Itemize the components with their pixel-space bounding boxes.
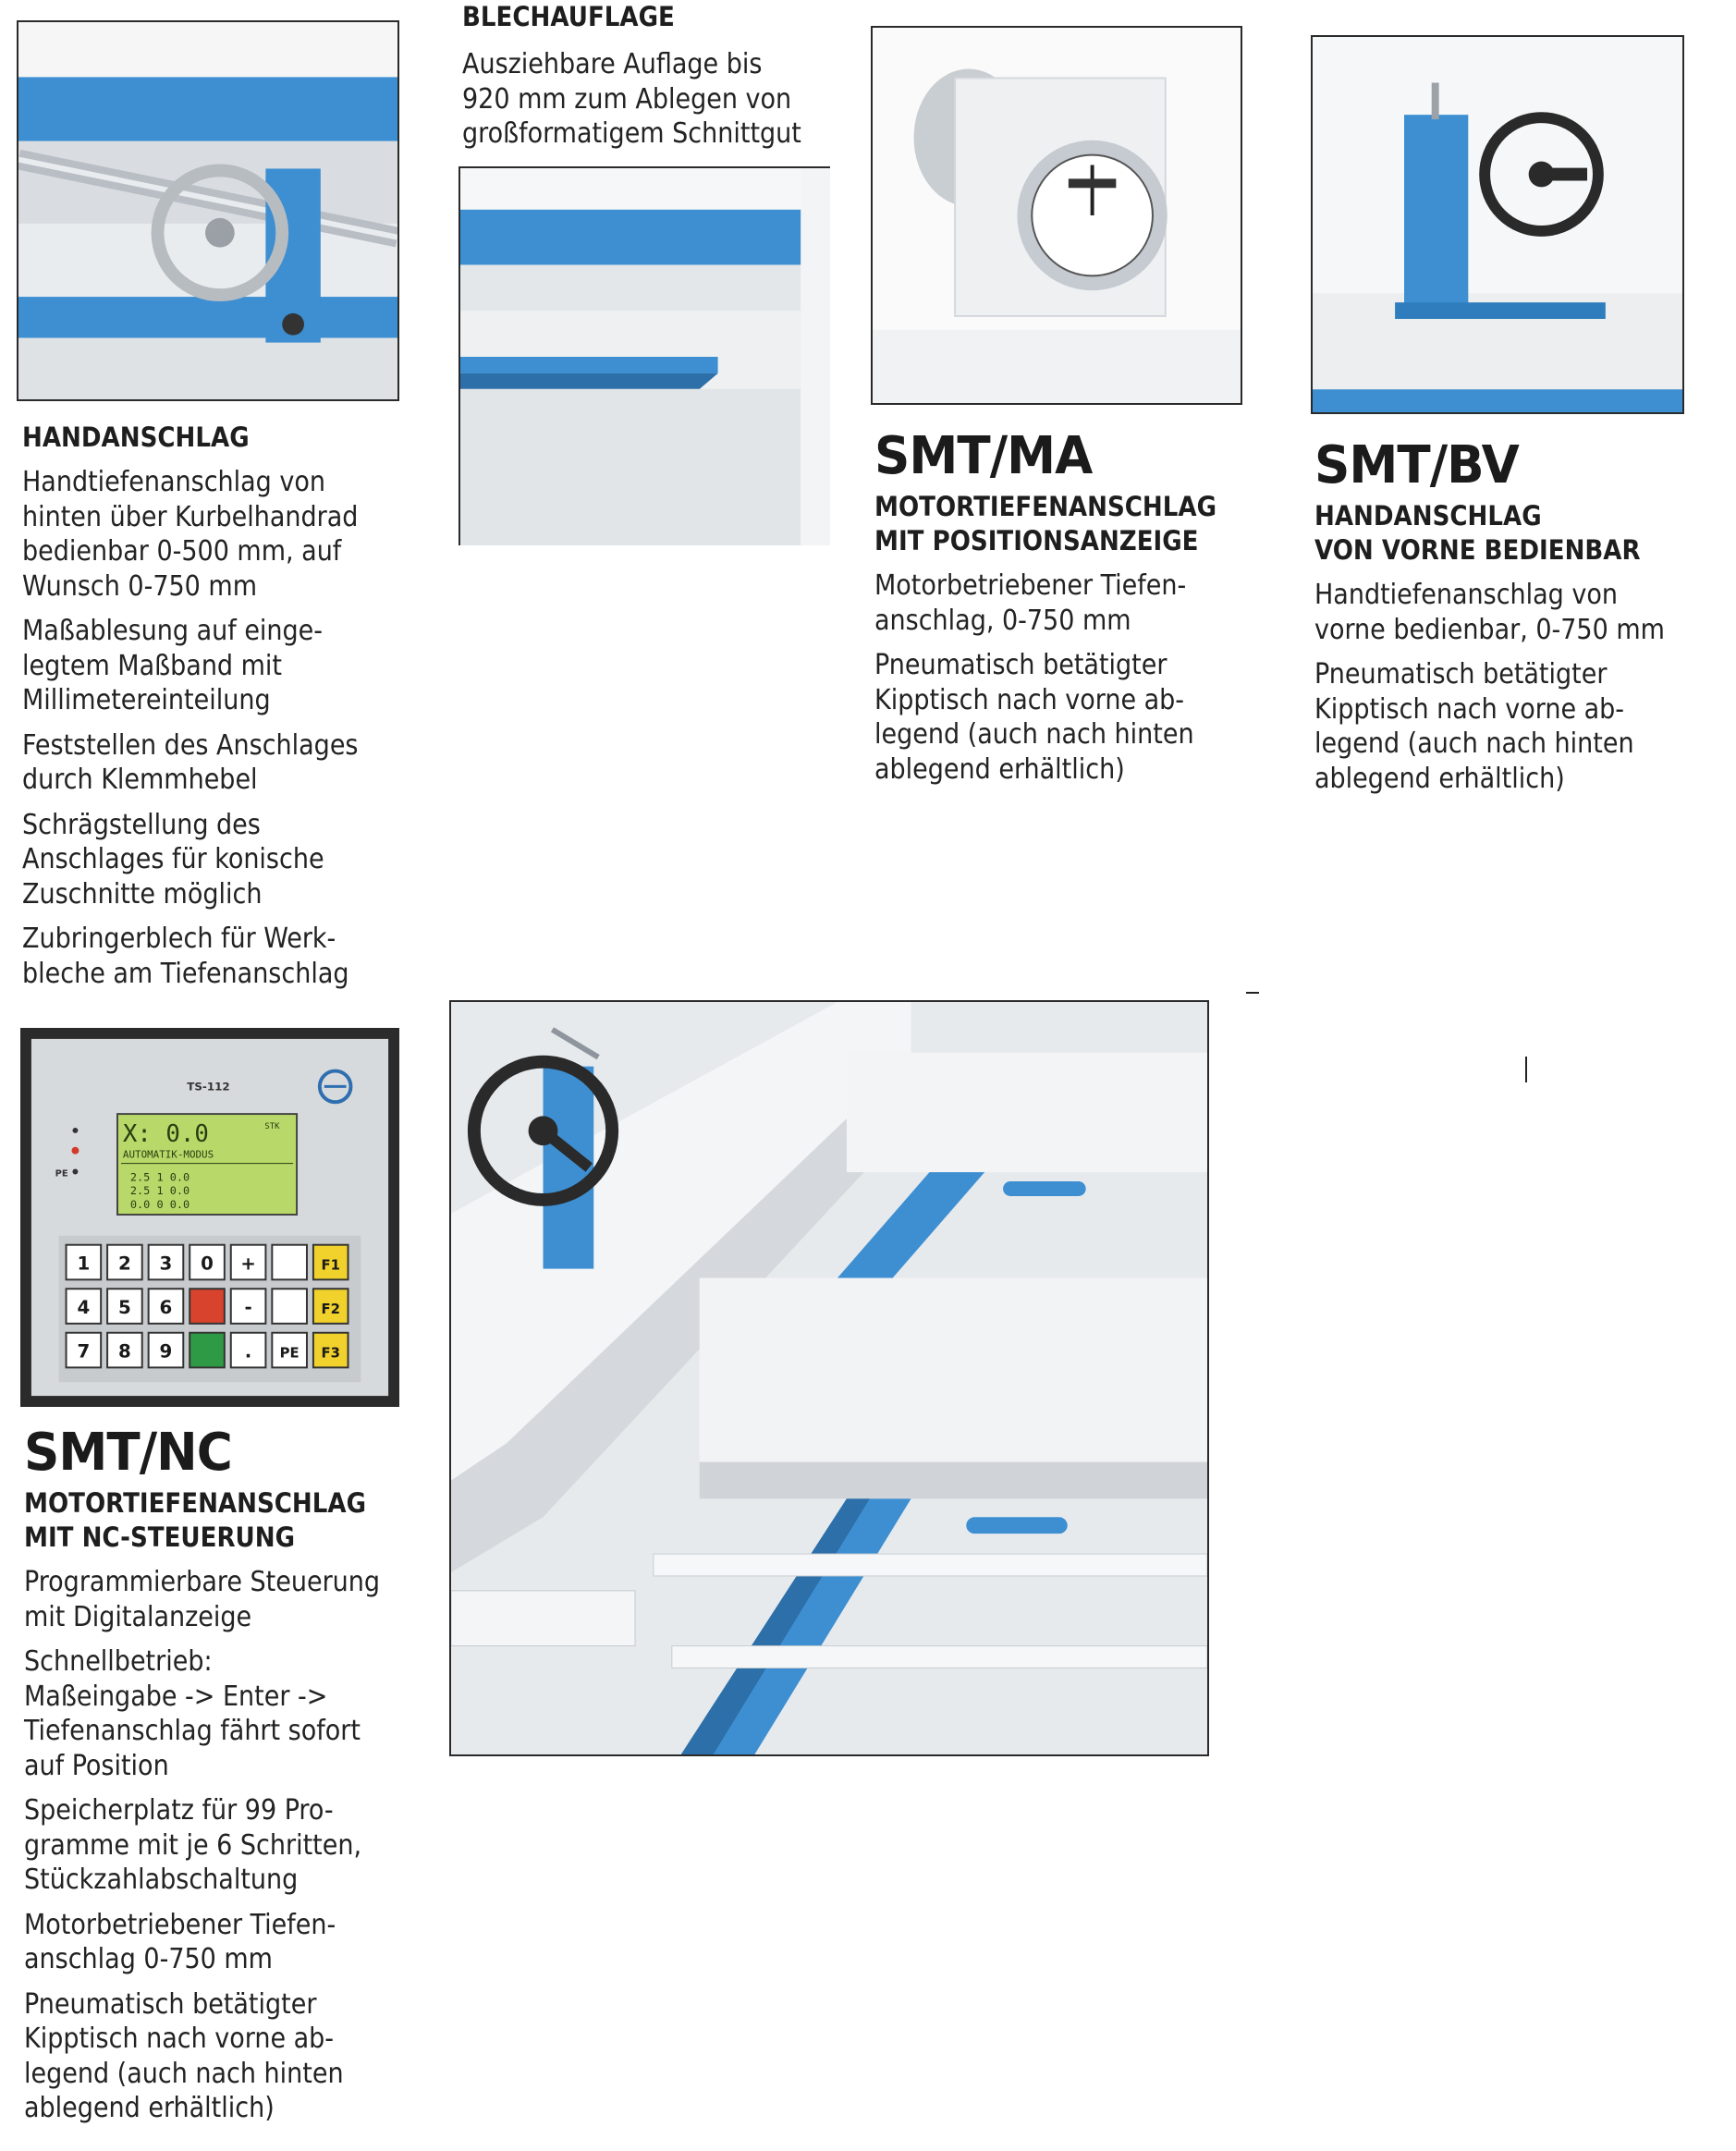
smt-ma-heading-1: MOTORTIEFENANSCHLAG	[874, 491, 1217, 522]
handanschlag-para-1: Handtiefenanschlag von hinten über Kurbelhandrad bedienbar 0-500 mm, auf Wunsch 0-750 mm	[22, 466, 359, 603]
panel-key-label: +	[240, 1253, 256, 1275]
smt-bv-section	[1314, 435, 1703, 796]
smt-bv-model: SMT/BV	[1314, 435, 1519, 495]
panel-display-unit: STK	[264, 1121, 280, 1131]
panel-display-row-2: 2.5 1 0.0	[129, 1184, 190, 1198]
panel-side-label-pe: PE	[55, 1168, 68, 1179]
smt-ma-photo	[871, 26, 1242, 405]
smt-nc-section	[24, 1425, 412, 2126]
blechauflage-para-1: Ausziehbare Auflage bis 920 mm zum Ablegen von großformatigem Schnittgut	[462, 48, 801, 150]
smt-nc-model: SMT/NC	[24, 1423, 232, 1483]
smt-nc-heading-2: MIT NC-STEUERUNG	[24, 1522, 296, 1553]
panel-key	[272, 1245, 307, 1280]
panel-key-label: 7	[77, 1340, 91, 1363]
blechauflage-heading: BLECHAUFLAGE	[462, 1, 675, 32]
smt-ma-para-1: Motorbetriebener Tiefen- anschlag, 0-750 mm	[874, 569, 1187, 637]
panel-key-label: 1	[77, 1253, 91, 1275]
panel-key-label: 6	[159, 1296, 173, 1318]
panel-keypad	[67, 1245, 348, 1368]
smt-bv-para-2: Pneumatisch betätigter Kipptisch nach vorne ab- legend (auch nach hinten ablegend erhältlich)	[1314, 658, 1634, 795]
panel-display-row-1: 2.5 1 0.0	[129, 1170, 190, 1184]
handanschlag-section	[22, 421, 410, 991]
panel-key-label: PE	[279, 1344, 300, 1362]
smt-nc-para-3: Speicherplatz für 99 Pro- gramme mit je 6 Schritten, Stückzahlabschaltung	[24, 1794, 362, 1896]
panel-key-label: F2	[321, 1300, 340, 1317]
panel-key-label: F3	[321, 1344, 340, 1362]
smt-ma-model: SMT/MA	[874, 426, 1093, 486]
handanschlag-photo	[17, 20, 399, 401]
panel-key-label: 4	[77, 1296, 91, 1318]
smt-ma-para-2: Pneumatisch betätigter Kipptisch nach vorne ab- legend (auch nach hinten ablegend erhältlich)	[874, 649, 1194, 786]
panel-key	[189, 1333, 225, 1368]
panel-key	[272, 1289, 307, 1324]
panel-display-mode: AUTOMATIK-MODUS	[122, 1148, 214, 1161]
panel-display-row-3: 0.0 0 0.0	[129, 1198, 190, 1212]
panel-key-label: 5	[118, 1296, 131, 1318]
smt-nc-para-1: Programmierbare Steuerung mit Digitalanzeige	[24, 1566, 381, 1633]
panel-key-label: 8	[118, 1340, 131, 1363]
smt-bv-para-1: Handtiefenanschlag von vorne bedienbar, 0-750 mm	[1314, 579, 1665, 646]
smt-ma-section	[874, 426, 1244, 787]
smt-bv-heading-2: VON VORNE BEDIENBAR	[1314, 534, 1641, 566]
handanschlag-para-2: Maßablesung auf einge- legtem Maßband mit Millimetereinteilung	[22, 615, 324, 716]
nc-control-panel-photo	[20, 1028, 399, 1407]
handanschlag-para-3: Feststellen des Anschlages durch Klemmhebel	[22, 728, 359, 796]
smt-ma-heading-2: MIT POSITIONSANZEIGE	[874, 525, 1199, 556]
panel-key-label: 3	[159, 1253, 173, 1275]
panel-key-label: 9	[159, 1340, 173, 1363]
panel-model-label: TS-112	[187, 1080, 230, 1094]
smt-bv-heading-1: HANDANSCHLAG	[1314, 500, 1542, 532]
panel-key-label: .	[244, 1340, 252, 1363]
machine-overview-photo	[449, 1000, 1209, 1756]
smt-nc-para-4: Motorbetriebener Tiefen- anschlag 0-750 mm	[24, 1908, 336, 1975]
handanschlag-para-5: Zubringerblech für Werk- bleche am Tiefenanschlag	[22, 923, 349, 990]
handanschlag-para-4: Schrägstellung des Anschlages für konische Zuschnitte möglich	[22, 808, 324, 911]
panel-display-line1: X: 0.0	[122, 1119, 209, 1148]
panel-key-label: -	[244, 1296, 252, 1318]
handanschlag-heading: HANDANSCHLAG	[22, 422, 250, 453]
panel-key-label: 0	[201, 1253, 214, 1275]
panel-key-label: F1	[321, 1256, 340, 1274]
smt-nc-heading-1: MOTORTIEFENANSCHLAG	[24, 1487, 367, 1519]
smt-bv-photo	[1311, 35, 1684, 414]
dash-mark	[1246, 992, 1259, 994]
smt-nc-para-5: Pneumatisch betätigter Kipptisch nach vorne ab- legend (auch nach hinten ablegend erhältlich)	[24, 1987, 344, 2124]
blechauflage-section	[462, 0, 841, 152]
smt-nc-para-2: Schnellbetrieb: Maßeingabe -> Enter -> Tiefenanschlag fährt sofort auf Position	[24, 1645, 361, 1782]
panel-key	[189, 1289, 225, 1324]
vertical-mark	[1525, 1057, 1527, 1082]
panel-key-label: 2	[118, 1253, 131, 1275]
blechauflage-photo	[458, 166, 830, 545]
